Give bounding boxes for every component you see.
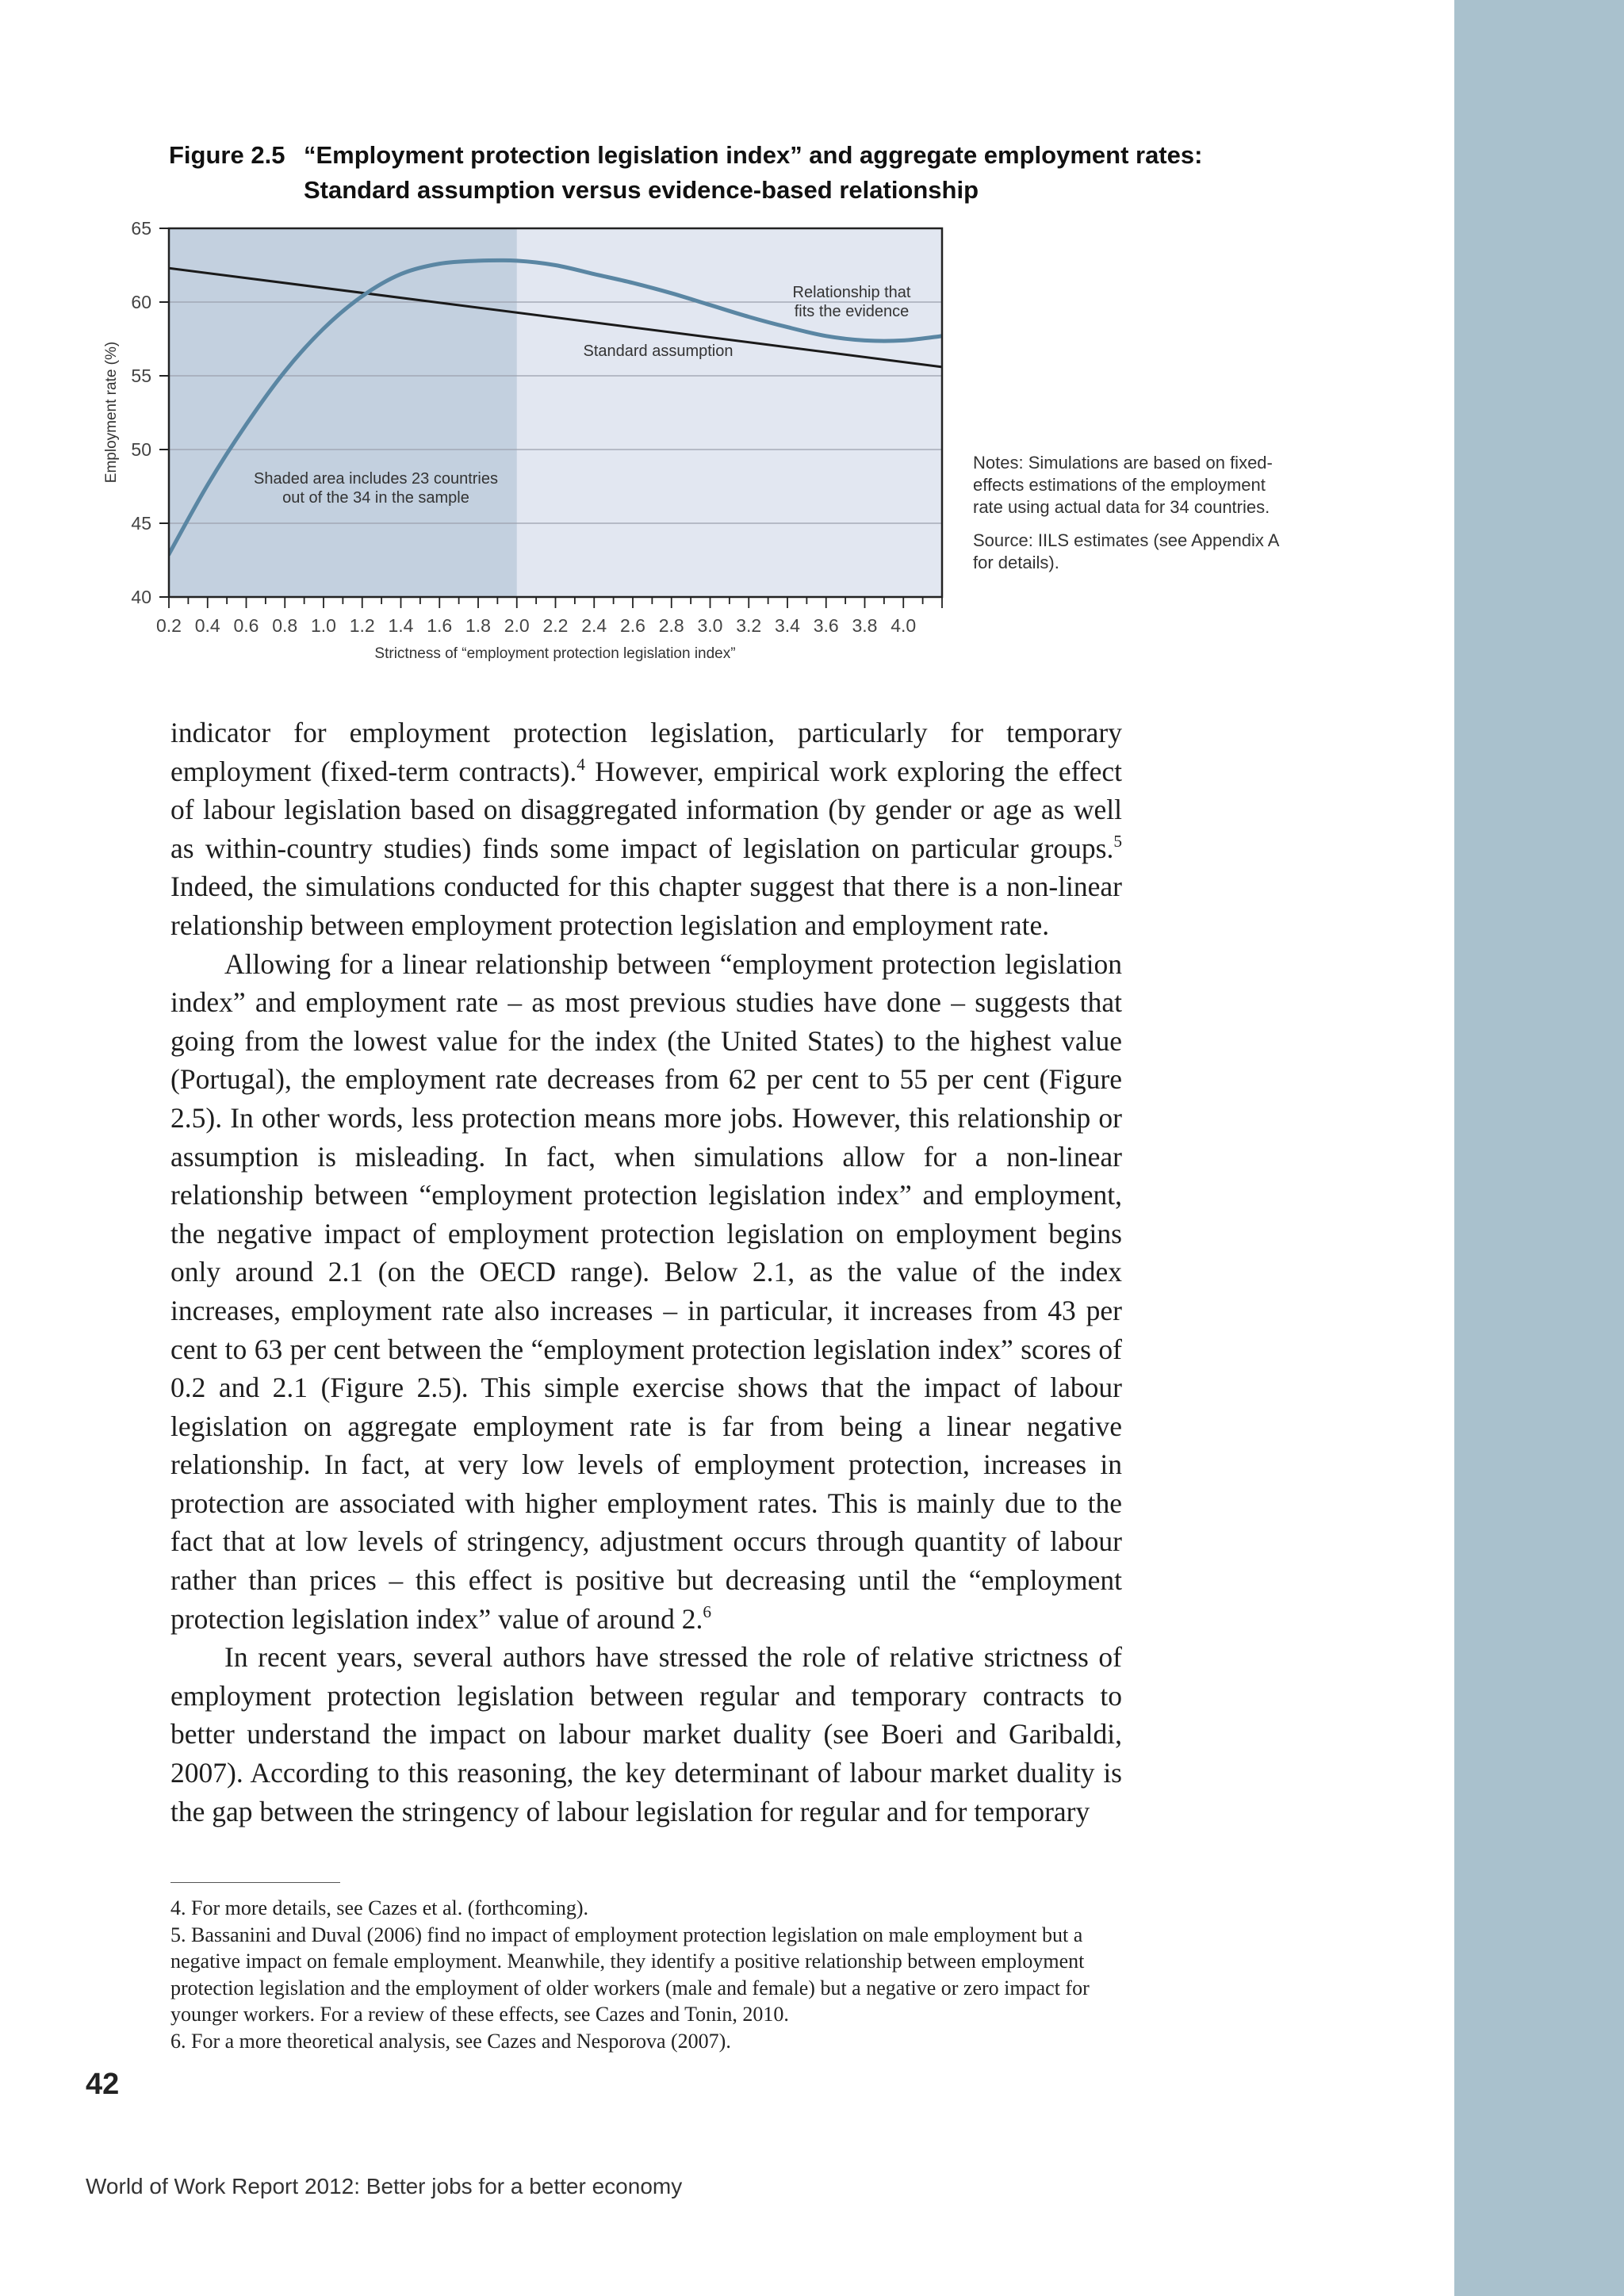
- evidence-label-line2: fits the evidence: [794, 303, 910, 320]
- standard-assumption-label: Standard assumption: [583, 342, 733, 360]
- x-tick-label-2.8: 2.8: [658, 615, 684, 636]
- x-tick-label-0.6: 0.6: [233, 615, 259, 636]
- x-tick-label-2.2: 2.2: [542, 615, 569, 636]
- footnote-ref-5[interactable]: 5: [1113, 831, 1122, 851]
- y-tick-label-45: 45: [131, 513, 151, 534]
- x-tick-label-2.6: 2.6: [620, 615, 645, 636]
- x-tick-label-3.6: 3.6: [813, 615, 839, 636]
- paragraph-1: [170, 714, 1122, 945]
- x-tick-label-0.8: 0.8: [272, 615, 298, 636]
- evidence-label-line1: Relationship that: [792, 284, 911, 301]
- running-footer: World of Work Report 2012: Better jobs for a better economy: [86, 2174, 683, 2198]
- x-tick-label-2.4: 2.4: [581, 615, 607, 636]
- x-tick-label-3.0: 3.0: [697, 615, 723, 636]
- notes-text: Notes: Simulations are based on fixed-effects estimations of the employment rate using actual data for 34 countries.: [973, 453, 1273, 517]
- x-tick-label-3.2: 3.2: [736, 615, 762, 636]
- page-number: 42: [86, 2068, 120, 2101]
- paragraph-2: [170, 945, 1122, 1639]
- paragraph-1-part-c: Indeed, the simulations conducted for this chapter suggest that there is a non-linear relationship between employment protection legislation and employment rate.: [170, 871, 1122, 941]
- shaded-region: [169, 228, 517, 597]
- x-tick-label-3.4: 3.4: [775, 615, 800, 636]
- y-tick-label-60: 60: [131, 292, 151, 312]
- figure-title-line1: “Employment protection legislation index” and aggregate employment rates:: [304, 141, 1203, 169]
- x-tick-label-2.0: 2.0: [504, 615, 530, 636]
- y-tick-label-55: 55: [131, 365, 151, 386]
- x-tick-label-1.8: 1.8: [465, 615, 491, 636]
- y-tick-label-50: 50: [131, 439, 151, 460]
- x-tick-label-4.0: 4.0: [891, 615, 917, 636]
- x-tick-label-1.2: 1.2: [349, 615, 375, 636]
- source-text: Source: IILS estimates (see Appendix A for details).: [973, 530, 1279, 572]
- y-tick-label-40: 40: [131, 587, 151, 607]
- paragraph-3: In recent years, several authors have stressed the role of relative strictness of employment protection legislation between regular and temporary contracts to better understand the impact on labour market duality (see Boeri and Garibaldi, 2007). According to this reasoning, the key determinant of labour market duality is the gap between the stringency of labour legislation for regular and for temporary: [170, 1641, 1122, 1827]
- footnote-ref-6[interactable]: 6: [703, 1601, 712, 1621]
- figure-label: Figure 2.5: [169, 141, 285, 169]
- footnote-ref-4[interactable]: 4: [576, 754, 585, 774]
- footnote-5: 5. Bassanini and Duval (2006) find no impact of employment protection legislation on male employment but a negative impact on female employment. Meanwhile, they identify a positive relationship between employment protection legislation and the employment of older workers (male and female) but a negative or zero impact for younger workers. For a review of these effects, see Cazes and Tonin, 2010.: [170, 1923, 1090, 2026]
- footnotes: [170, 1895, 1122, 2054]
- x-tick-label-3.8: 3.8: [852, 615, 878, 636]
- paragraph-2-text: Allowing for a linear relationship between “employment protection legislation index” and employment rate – as most previous studies have done – suggests that going from the lowest value for the index (the United States) to the highest value (Portugal), the employment rate decreases from 62 per cent to 55 per cent (Figure 2.5). In other words, less protection means more jobs. However, this relationship or assumption is misleading. In fact, when simulations allow for a non-linear relationship between “employment protection legislation index” and employment, the negative impact of employment protection legislation on employment begins only around 2.1 (on the OECD range). Below 2.1, as the value of the index increases, employment rate also increases – in particular, it increases from 43 per cent to 63 per cent between the “employment protection legislation index” scores of 0.2 and 2.1 (Figure 2.5). This simple exercise shows that the impact of labour legislation on aggregate employment rate is far from being a linear negative relationship. In fact, at very low levels of employment protection, increases in protection are associated with higher employment rates. This is mainly due to the fact that at low levels of stringency, adjustment occurs through quantity of labour rather than prices – this effect is positive but decreasing until the “employment protection legislation index” value of around 2.: [170, 947, 1122, 1635]
- y-tick-label-65: 65: [131, 218, 151, 239]
- paragraph-1-part-a: indicator for employment protection legislation, particularly for temporary employment (fixed-term contracts).: [170, 717, 1122, 787]
- footnote-6: 6. For a more theoretical analysis, see Cazes and Nesporova (2007).: [170, 2029, 731, 2053]
- x-tick-label-1.0: 1.0: [311, 615, 336, 636]
- paragraph-1-part-b: However, empirical work exploring the effect of labour legislation based on disaggregated information (by gender or age as well as within-country studies) finds some impact of legislation on particular groups.: [170, 755, 1123, 864]
- x-tick-label-1.6: 1.6: [427, 615, 453, 636]
- footnote-rule: [170, 1882, 340, 1883]
- footnote-4: 4. For more details, see Cazes et al. (forthcoming).: [170, 1896, 589, 1919]
- shaded-area-label-line1: Shaded area includes 23 countries: [254, 470, 498, 488]
- x-axis-label: Strictness of “employment protection legislation index”: [374, 645, 736, 662]
- x-tick-label-0.4: 0.4: [194, 615, 220, 636]
- x-tick-label-0.2: 0.2: [156, 615, 182, 636]
- body-text: [170, 714, 1122, 1831]
- x-tick-label-1.4: 1.4: [388, 615, 414, 636]
- figure-notes: [973, 452, 1282, 585]
- shaded-area-label-line2: out of the 34 in the sample: [282, 489, 469, 507]
- y-axis-label: Employment rate (%): [103, 341, 120, 484]
- figure-title-line2: Standard assumption versus evidence-based relationship: [304, 176, 979, 204]
